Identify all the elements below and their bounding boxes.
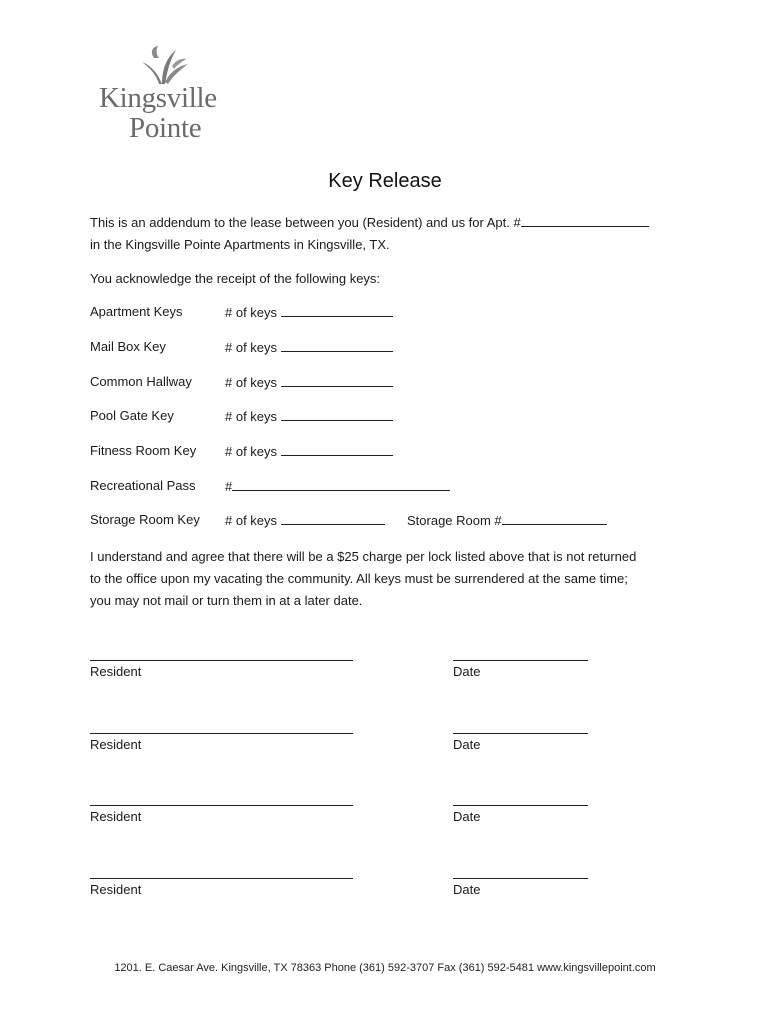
key-label: Mail Box Key xyxy=(90,339,166,354)
key-label: Fitness Room Key xyxy=(90,443,197,458)
pass-number-field[interactable] xyxy=(232,478,450,491)
key-row-apartment xyxy=(90,304,278,320)
key-row-mailbox xyxy=(90,339,278,355)
date-signature-line[interactable] xyxy=(453,878,588,879)
date-label: Date xyxy=(453,882,481,897)
key-count-label: # of keys xyxy=(225,305,278,320)
leaf-emblem-icon xyxy=(132,44,192,86)
agreement-line-2: to the office upon my vacating the community. All keys must be surrendered at the same time; xyxy=(90,571,628,586)
storage-room-number-field[interactable] xyxy=(502,512,607,525)
key-row-recreational-pass xyxy=(90,478,233,494)
resident-signature-line[interactable] xyxy=(90,733,353,734)
key-label: Apartment Keys xyxy=(90,304,183,319)
company-logo xyxy=(96,44,246,144)
agreement-line-1: I understand and agree that there will be a $25 charge per lock listed above that is not returned xyxy=(90,549,637,564)
acknowledge-text: You acknowledge the receipt of the following keys: xyxy=(90,271,381,286)
resident-label: Resident xyxy=(90,882,142,897)
key-count-label: # of keys xyxy=(225,340,278,355)
key-count-field[interactable] xyxy=(281,339,393,352)
date-signature-line[interactable] xyxy=(453,733,588,734)
agreement-line-3: you may not mail or turn them in at a later date. xyxy=(90,593,363,608)
pass-number-group xyxy=(225,478,450,494)
key-row-hallway xyxy=(90,374,278,390)
key-count-field[interactable] xyxy=(281,374,393,387)
key-count-field[interactable] xyxy=(281,408,393,421)
intro-line-1 xyxy=(90,212,649,234)
key-count-label: # of keys xyxy=(225,513,278,528)
key-count-label: # of keys xyxy=(225,375,278,390)
intro-line-2: in the Kingsville Pointe Apartments in Kingsville, TX. xyxy=(90,237,390,252)
key-count-group xyxy=(225,374,393,390)
key-count-group xyxy=(225,512,385,528)
key-count-group xyxy=(225,304,393,320)
key-label: Pool Gate Key xyxy=(90,408,174,423)
resident-label: Resident xyxy=(90,809,142,824)
apt-number-field[interactable] xyxy=(521,214,649,227)
logo-text-kingsville: Kingsville xyxy=(99,82,217,114)
key-count-field[interactable] xyxy=(281,512,385,525)
resident-label: Resident xyxy=(90,664,142,679)
date-label: Date xyxy=(453,737,481,752)
storage-room-label: Storage Room # xyxy=(407,513,502,528)
key-count-label: # of keys xyxy=(225,409,278,424)
key-count-field[interactable] xyxy=(281,443,393,456)
key-count-group xyxy=(225,408,393,424)
footer-contact: 1201. E. Caesar Ave. Kingsville, TX 78363 Phone (361) 592-3707 Fax (361) 592-5481 www.kingsvillepoint.com xyxy=(114,962,656,974)
pass-number-label: # xyxy=(225,479,233,494)
key-count-group xyxy=(225,443,393,459)
key-label: Common Hallway xyxy=(90,374,192,389)
date-signature-line[interactable] xyxy=(453,805,588,806)
key-label: Recreational Pass xyxy=(90,478,196,493)
key-row-storage xyxy=(90,512,650,527)
date-label: Date xyxy=(453,664,481,679)
storage-room-group xyxy=(407,512,607,528)
resident-signature-line[interactable] xyxy=(90,660,353,661)
key-count-field[interactable] xyxy=(281,304,393,317)
resident-signature-line[interactable] xyxy=(90,878,353,879)
key-row-pool-gate xyxy=(90,408,278,424)
logo-text-pointe: Pointe xyxy=(129,112,202,144)
date-signature-line[interactable] xyxy=(453,660,588,661)
key-count-label: # of keys xyxy=(225,444,278,459)
key-count-group xyxy=(225,339,393,355)
page-title: Key Release xyxy=(328,170,442,192)
key-label: Storage Room Key xyxy=(90,512,200,527)
intro-text: This is an addendum to the lease between you (Resident) and us for Apt. # xyxy=(90,215,521,230)
resident-signature-line[interactable] xyxy=(90,805,353,806)
date-label: Date xyxy=(453,809,481,824)
resident-label: Resident xyxy=(90,737,142,752)
key-row-fitness xyxy=(90,443,278,459)
